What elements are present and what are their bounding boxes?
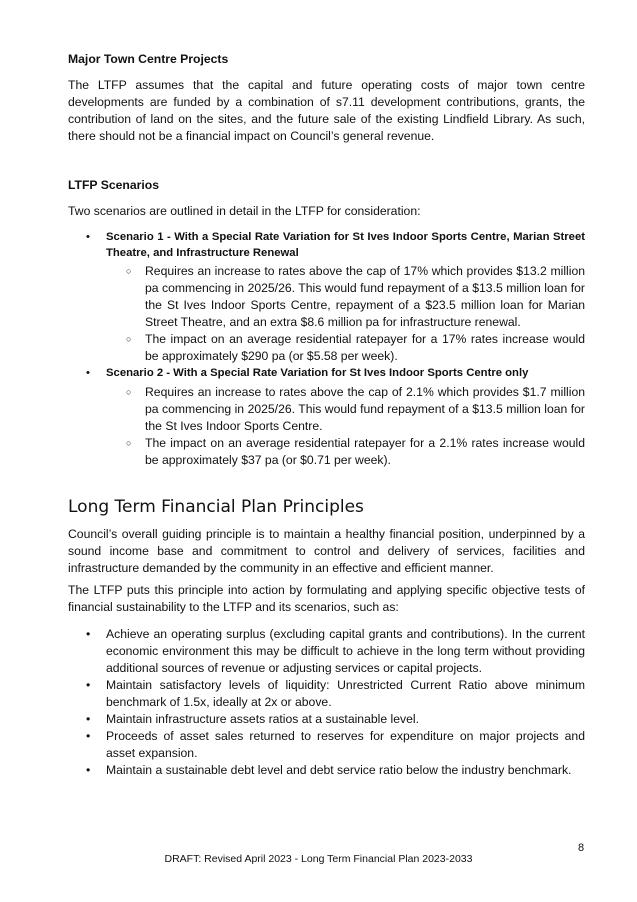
scenario-point: ○ Requires an increase to rates above the cap of 17% which provides $13.2 million pa commencing in 2025/26. This would fund repayment of a $13.5 million loan for the St Ives Indoor Sports Centre, repayment of a $23.5 million loan for Marian Street Theatre, and an extra $8.6 million pa for infrastructure renewal. [68, 263, 585, 331]
principles-bullet-list [68, 626, 585, 779]
page-footer: DRAFT: Revised April 2023 - Long Term Financial Plan 2023-2033 [164, 853, 473, 865]
scenario-list [68, 366, 585, 469]
scenario-points [106, 384, 585, 469]
scenario-title: Scenario 2 - With a Special Rate Variation for St Ives Indoor Sports Centre only [106, 367, 529, 379]
principle-item: • Maintain a sustainable debt level and debt service ratio below the industry benchmark. [68, 762, 585, 779]
major-projects-paragraph: The LTFP assumes that the capital and future operating costs of major town centre developments are funded by a combination of s7.11 development contributions, grants, the contribution of land on the sites, and the future sale of the existing Lindfield Library. As such, there should not be a financial impact on Council’s general revenue. [68, 78, 585, 143]
principle-item: • Maintain infrastructure assets ratios at a sustainable level. [68, 711, 585, 728]
major-projects-heading: Major Town Centre Projects [68, 52, 229, 66]
scenarios-intro: Two scenarios are outlined in detail in the LTFP for consideration: [68, 204, 421, 218]
principle-item: • Achieve an operating surplus (excluding capital grants and contributions). In the current economic environment this may be difficult to achieve in the long term without providing additional sources of revenue or adjusting services or capital projects. [68, 626, 585, 677]
scenarios-heading: LTFP Scenarios [68, 178, 159, 192]
scenario-item [68, 366, 585, 469]
scenario-points [106, 263, 585, 365]
scenario-item [68, 230, 585, 365]
scenario-point: ○ The impact on an average residential ratepayer for a 17% rates increase would be approximately $290 pa (or $5.58 per week). [68, 331, 585, 365]
scenario-point: ○ The impact on an average residential ratepayer for a 2.1% rates increase would be approximately $37 pa (or $0.71 per week). [68, 435, 585, 469]
principle-item: • Maintain satisfactory levels of liquidity: Unrestricted Current Ratio above minimum benchmark of 1.5x, ideally at 2x or above. [68, 677, 585, 711]
scenario-list [68, 230, 585, 365]
scenario-title: Scenario 1 - With a Special Rate Variation for St Ives Indoor Sports Centre, Marian Street Theatre, and Infrastructure Renewal [106, 231, 585, 259]
principles-paragraph-1: Council’s overall guiding principle is to maintain a healthy financial position, underpinned by a sound income base and commitment to control and delivery of services, facilities and infrastructure demanded by the community in an effective and efficient manner. [68, 527, 585, 575]
principle-item: • Proceeds of asset sales returned to reserves for expenditure on major projects and asset expansion. [68, 728, 585, 762]
principles-paragraph-2: The LTFP puts this principle into action by formulating and applying specific objective tests of financial sustainability to the LTFP and its scenarios, such as: [68, 583, 585, 614]
page-number: 8 [578, 842, 585, 854]
principles-heading: Long Term Financial Plan Principles [68, 497, 364, 517]
scenario-point: ○ Requires an increase to rates above the cap of 2.1% which provides $1.7 million pa commencing in 2025/26. This would fund repayment of a $13.5 million loan for the St Ives Indoor Sports Centre. [68, 384, 585, 435]
